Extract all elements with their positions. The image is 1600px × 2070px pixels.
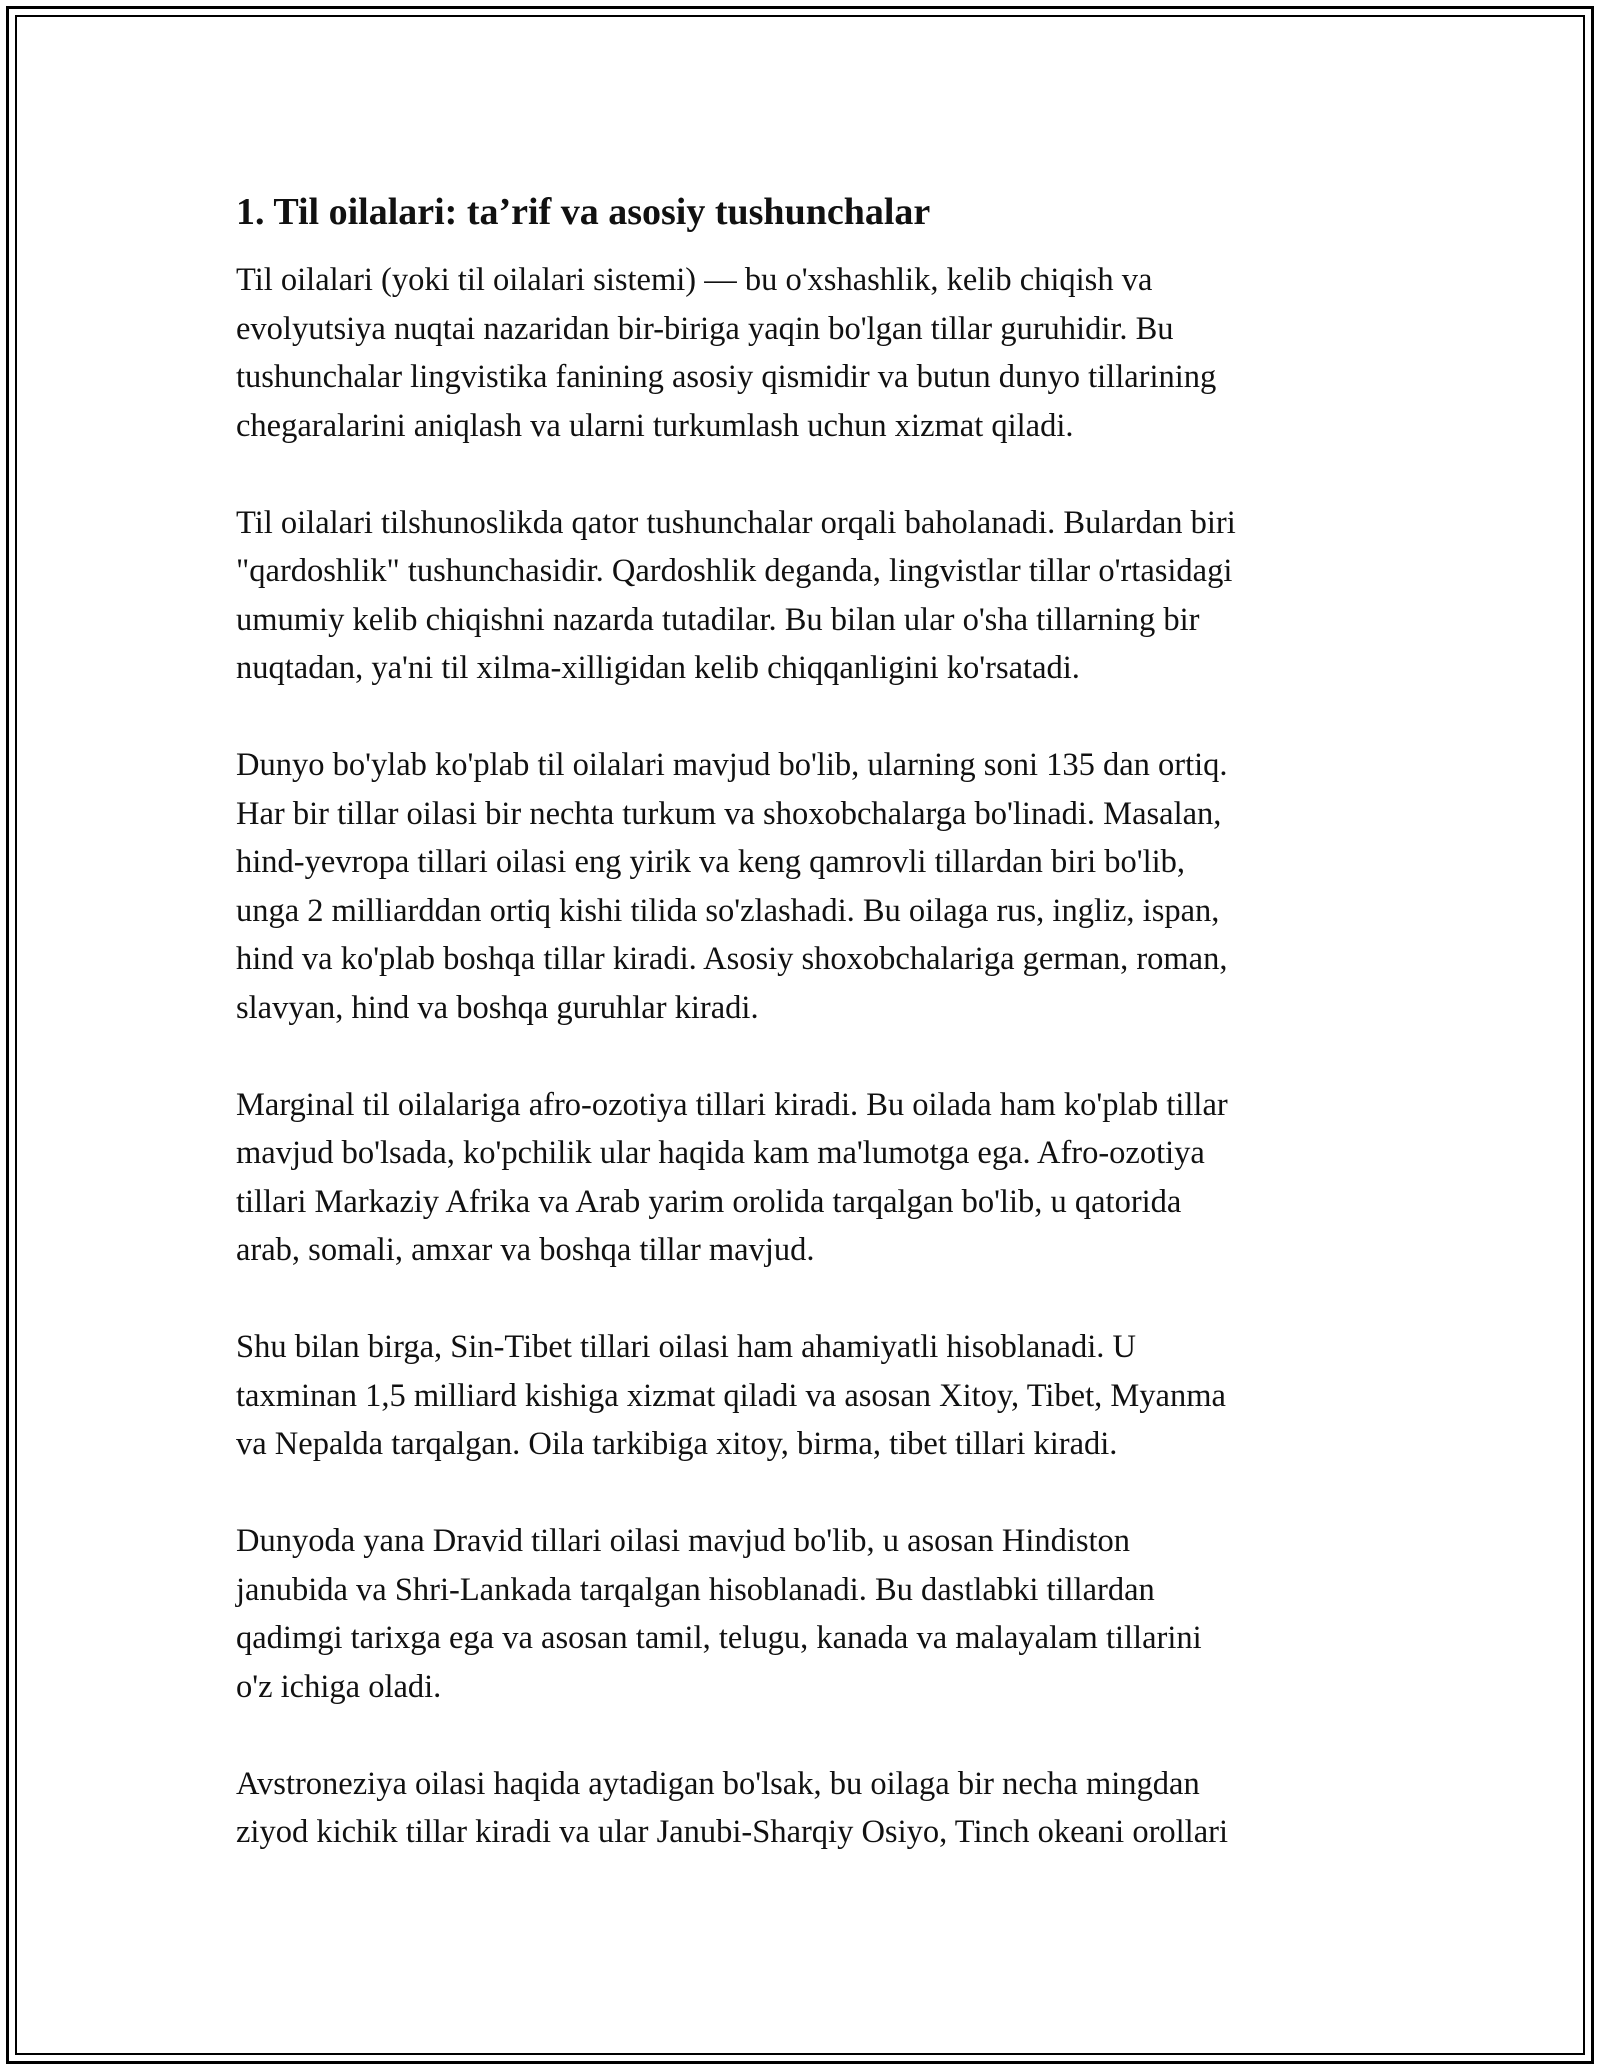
document-body — [236, 188, 1386, 1905]
paragraph-afro-asiatic: Marginal til oilalariga afro-ozotiya tillari kiradi. Bu oilada ham ko'plab tillar mavjud bo'lsada, ko'pchilik ular haqida kam ma'lumotga ega. Afro-ozotiya tillari Markaziy Afrika va Arab yarim orolida tarqalgan bo'lib, u qatorida arab, somali, amxar va boshqa tillar mavjud. — [236, 1086, 1228, 1268]
paragraph-sino-tibetan: Shu bilan birga, Sin-Tibet tillari oilasi ham ahamiyatli hisoblanadi. U taxminan 1,5 milliard kishiga xizmat qiladi va asosan Xitoy, Tibet, Myanma va Nepalda tarqalgan. Oila tarkibiga xitoy, birma, tibet tillari kiradi. — [236, 1329, 1226, 1462]
paragraph-definition: Til oilalari (yoki til oilalari sistemi) — bu o'xshashlik, kelib chiqish va evolyutsiya nuqtai nazaridan bir-biriga yaqin bo'lgan tillar guruhidir. Bu tushunchalar lingvistika fanining asosiy qismidir va butun dunyo tillarining chegaralarini aniqlash va ularni turkumlash uchun xizmat qiladi. — [236, 262, 1217, 444]
paragraph-indo-european: Dunyo bo'ylab ko'plab til oilalari mavjud bo'lib, ularning soni 135 dan ortiq. Har bir tillar oilasi bir nechta turkum va shoxobchalarga bo'linadi. Masalan, hind-yevropa tillari oilasi eng yirik va keng qamrovli tillardan biri bo'lib, unga 2 milliarddan ortiq kishi tilida so'zlashadi. Bu oilaga rus, ingliz, ispan, hind va ko'plab boshqa tillar kiradi. Asosiy shoxobchalariga german, roman, slavyan, hind va boshqa guruhlar kiradi. — [236, 747, 1228, 1026]
paragraph-kinship: Til oilalari tilshunoslikda qator tushunchalar orqali baholanadi. Bulardan biri "qardoshlik" tushunchasidir. Qardoshlik deganda, lingvistlar tillar o'rtasidagi umumiy kelib chiqishni nazarda tutadilar. Bu bilan ular o'sha tillarning bir nuqtadan, ya'ni til xilma-xilligidan kelib chiqqanligini ko'rsatadi. — [236, 504, 1236, 686]
paragraph-austronesian: Avstroneziya oilasi haqida aytadigan bo'lsak, bu oilaga bir necha mingdan ziyod kichik tillar kiradi va ular Janubi-Sharqiy Osiyo, Tinch okeani orollari — [236, 1765, 1228, 1850]
paragraph-dravidian: Dunyoda yana Dravid tillari oilasi mavjud bo'lib, u asosan Hindiston janubida va Shri-Lankada tarqalgan hisoblanadi. Bu dastlabki tillardan qadimgi tarixga ega va asosan tamil, telugu, kanada va malayalam tillarini o'z ichiga oladi. — [236, 1523, 1202, 1705]
section-heading: 1. Til oilalari: ta’rif va asosiy tushunchalar — [236, 191, 931, 233]
